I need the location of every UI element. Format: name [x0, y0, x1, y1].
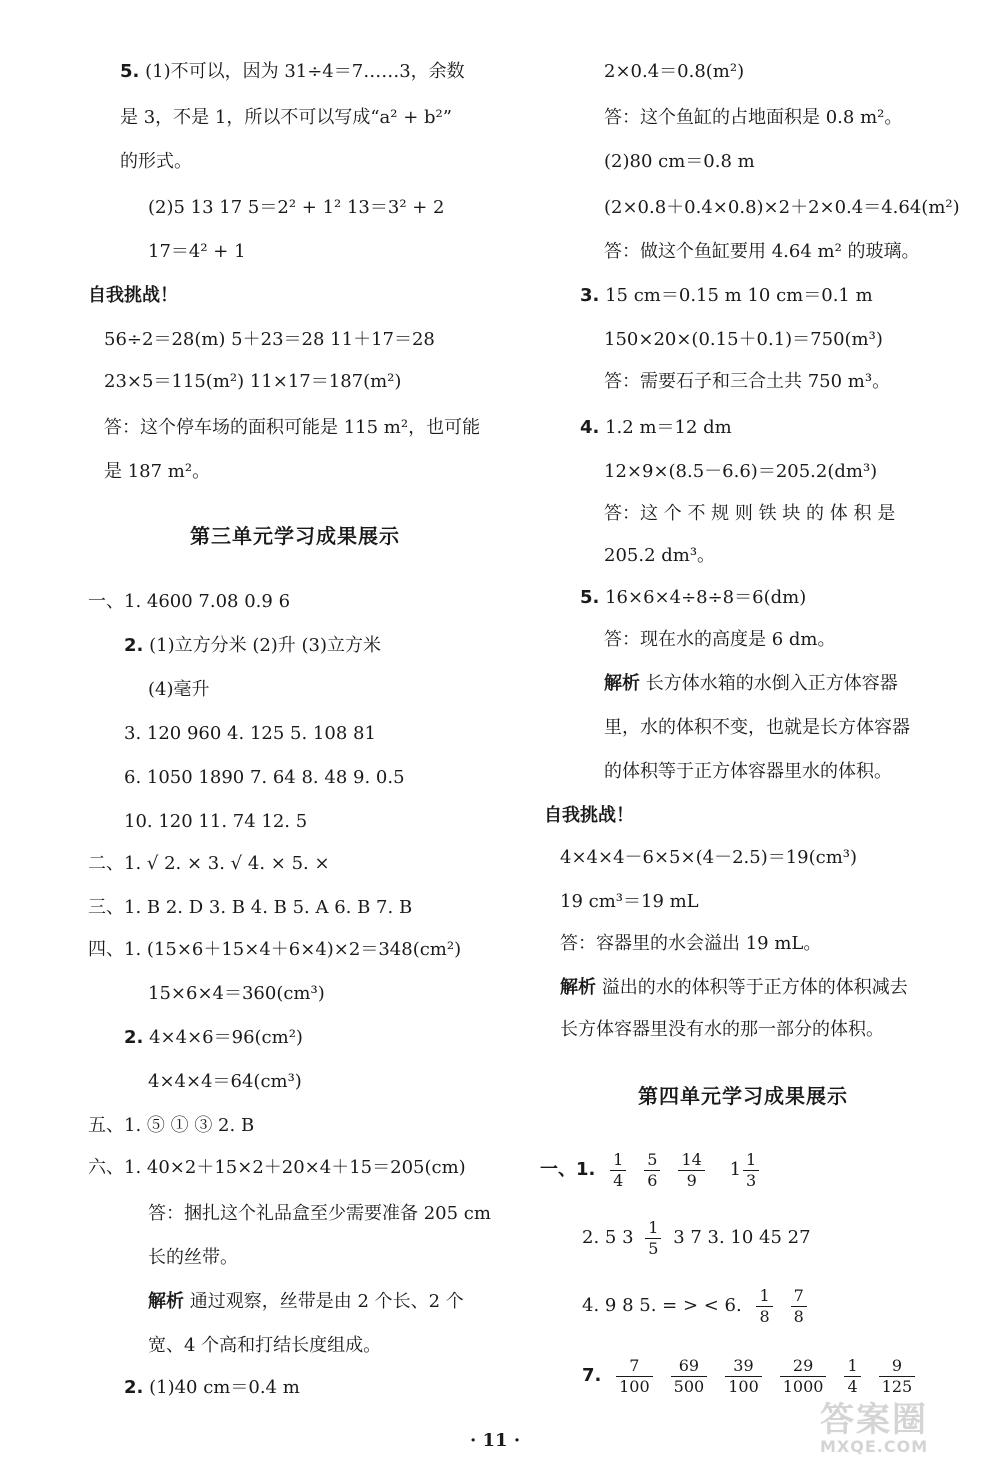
right-line [604, 105, 902, 131]
fraction: $\frac{69}{500}$ [671, 1356, 708, 1397]
fraction-row-1 [540, 1146, 765, 1194]
watermark-url: MXQE.COM [820, 1437, 929, 1456]
left-line [124, 765, 405, 791]
line-text: 4×4×6＝96(cm²) [143, 1027, 303, 1048]
analysis-label: 解析 [604, 673, 640, 694]
line-text: 四、1. (15×6＋15×4＋6×4)×2＝348(cm²) [88, 939, 462, 960]
row-pre: 2. 5 3 [582, 1227, 634, 1248]
left-line [148, 1245, 238, 1271]
question-number: 2. [124, 635, 144, 656]
section-heading: 自我挑战！ [544, 805, 634, 826]
fraction: $\frac{7}{100}$ [616, 1356, 653, 1397]
line-text: (1)40 cm＝0.4 m [143, 1377, 300, 1398]
line-text: 17＝4² + 1 [148, 241, 246, 262]
line-text: 二、1. √ 2. × 3. √ 4. × 5. × [88, 853, 330, 874]
line-text: 答：需要石子和三合土共 750 m³。 [604, 371, 891, 392]
unit-title: 第四单元学习成果展示 [638, 1084, 848, 1108]
line-text: 答：做这个鱼缸要用 4.64 m² 的玻璃。 [604, 241, 920, 262]
row-lead: 一、1. [540, 1159, 596, 1180]
right-line [604, 327, 883, 353]
right-line [604, 59, 744, 85]
left-line [104, 459, 210, 485]
right-line [604, 459, 877, 485]
right-line [604, 627, 836, 653]
line-text: 通过观察，丝带是由 2 个长、2 个 [184, 1291, 464, 1312]
line-text: (2)5 13 17 5＝2² + 1² 13＝3² + 2 [148, 197, 445, 218]
line-text: 的形式。 [120, 151, 192, 172]
right-line [604, 501, 895, 527]
mixed-whole: 1 [729, 1159, 742, 1180]
line-text: 是 187 m²。 [104, 461, 211, 482]
left-line [148, 239, 246, 265]
fraction: $\frac{1}{5}$ [645, 1218, 661, 1259]
line-text: 19 cm³＝19 mL [560, 891, 699, 912]
line-text: (1)立方分米 (2)升 (3)立方米 [143, 635, 382, 656]
line-text: (4)毫升 [148, 679, 210, 700]
left-line [88, 283, 178, 309]
fraction-group [747, 1285, 815, 1326]
right-line [580, 585, 806, 611]
fraction: $\frac{5}{6}$ [644, 1150, 660, 1191]
left-line [88, 851, 330, 877]
line-text: 长方体容器里没有水的那一部分的体积。 [560, 1019, 884, 1040]
fraction: $\frac{29}{1000}$ [780, 1356, 827, 1397]
line-text: 答：这 个 不 规 则 铁 块 的 体 积 是 [604, 503, 896, 524]
line-text: 4×4×4－6×5×(4－2.5)＝19(cm³) [560, 847, 858, 868]
left-line [104, 327, 435, 353]
line-text: 三、1. B 2. D 3. B 4. B 5. A 6. B 7. B [88, 897, 413, 918]
right-line [604, 149, 755, 175]
left-line [124, 1025, 303, 1051]
left-line [88, 1113, 254, 1139]
line-text: 一、1. 4600 7.08 0.9 6 [88, 591, 291, 612]
line-text: 12×9×(8.5－6.6)＝205.2(dm³) [604, 461, 878, 482]
left-line [120, 59, 465, 85]
left-line [124, 809, 307, 835]
row-pre: 7. [582, 1365, 602, 1386]
line-text: 溢出的水的体积等于正方体的体积减去 [596, 977, 908, 998]
fraction: $\frac{1}{4}$ [844, 1356, 860, 1397]
line-text: 长的丝带。 [148, 1247, 238, 1268]
line-text: 15 cm＝0.15 m 10 cm＝0.1 m [599, 285, 873, 306]
line-text: 150×20×(0.15＋0.1)＝750(m³) [604, 329, 883, 350]
line-text: 是 3，不是 1，所以不可以写成“a² + b²” [120, 107, 452, 128]
right-line [604, 671, 898, 697]
line-text: (2×0.8＋0.4×0.8)×2＋2×0.4＝4.64(m²) [604, 197, 960, 218]
line-text: 长方体水箱的水倒入正方体容器 [640, 673, 898, 694]
right-line [560, 931, 821, 957]
line-text: 六、1. 40×2＋15×2＋20×4＋15＝205(cm) [88, 1157, 466, 1178]
line-text: 宽、4 个高和打结长度组成。 [148, 1335, 382, 1356]
fraction: $\frac{9}{125}$ [879, 1356, 916, 1397]
section-heading: 自我挑战！ [88, 285, 178, 306]
left-line [104, 369, 401, 395]
left-line [148, 981, 325, 1007]
line-text: 的体积等于正方体容器里水的体积。 [604, 761, 892, 782]
right-line [604, 239, 920, 265]
unit-title: 第三单元学习成果展示 [190, 524, 400, 548]
left-line [88, 895, 412, 921]
line-text: 56÷2＝28(m) 5＋23＝28 11＋17＝28 [104, 329, 435, 350]
left-line [148, 195, 445, 221]
line-text: 16×6×4÷8÷8＝6(dm) [599, 587, 807, 608]
left-line [124, 1375, 300, 1401]
watermark-logo [820, 1392, 928, 1456]
watermark-text: 答案圈 [820, 1400, 928, 1440]
right-line [560, 1017, 884, 1043]
left-line [148, 677, 210, 703]
line-text: 2×0.4＝0.8(m²) [604, 61, 745, 82]
question-number: 3. [580, 285, 600, 306]
left-line [88, 1155, 466, 1181]
line-text: 答：容器里的水会溢出 19 mL。 [560, 933, 822, 954]
fraction: $\frac{7}{8}$ [791, 1286, 807, 1327]
left-line [148, 1333, 381, 1359]
right-line [580, 283, 873, 309]
line-text: 10. 120 11. 74 12. 5 [124, 811, 308, 832]
fraction: $\frac{1}{8}$ [756, 1286, 772, 1327]
analysis-label: 解析 [560, 977, 596, 998]
left-line [120, 149, 192, 175]
line-text: 答：现在水的高度是 6 dm。 [604, 629, 836, 650]
line-text: 答：这个停车场的面积可能是 115 m²，也可能 [104, 417, 481, 438]
fraction: $\frac{39}{100}$ [725, 1356, 762, 1397]
left-line [148, 1201, 491, 1227]
row-pre: 4. 9 8 5. = > < 6. [582, 1295, 742, 1316]
left-line [124, 633, 381, 659]
right-line [604, 369, 890, 395]
right-line [604, 195, 960, 221]
page-number: · 11 · [470, 1430, 521, 1451]
question-number: 5. [580, 587, 600, 608]
right-line [560, 975, 908, 1001]
right-line [604, 715, 910, 741]
right-line [544, 803, 634, 829]
line-text: 3. 120 960 4. 125 5. 108 81 [124, 723, 376, 744]
line-text: 15×6×4＝360(cm³) [148, 983, 325, 1004]
line-text: 里，水的体积不变，也就是长方体容器 [604, 717, 910, 738]
left-line [124, 721, 376, 747]
right-line [580, 415, 732, 441]
row-post: 3 7 3. 10 45 27 [673, 1227, 811, 1248]
fraction-group [607, 1355, 924, 1396]
left-line [148, 1069, 302, 1095]
line-text: 五、1. ⑤ ① ③ 2. B [88, 1115, 255, 1136]
right-line [560, 845, 857, 871]
left-line [104, 415, 480, 441]
fraction-row-2 [582, 1214, 811, 1262]
line-text: 答：这个鱼缸的占地面积是 0.8 m²。 [604, 107, 903, 128]
left-line [88, 589, 290, 615]
question-number: 5. [120, 61, 140, 82]
left-line [88, 937, 461, 963]
left-line [148, 1289, 464, 1315]
fraction-group [601, 1149, 714, 1190]
fraction-row-3 [582, 1282, 816, 1330]
question-number: 2. [124, 1027, 144, 1048]
line-text: 1.2 m＝12 dm [599, 417, 732, 438]
line-text: 6. 1050 1890 7. 64 8. 48 9. 0.5 [124, 767, 405, 788]
fraction: $\frac{1}{4}$ [610, 1150, 626, 1191]
line-text: 4×4×4＝64(cm³) [148, 1071, 302, 1092]
line-text: (2)80 cm＝0.8 m [604, 151, 755, 172]
line-text: (1)不可以，因为 31÷4＝7……3，余数 [139, 61, 465, 82]
question-number: 4. [580, 417, 600, 438]
right-line [560, 889, 699, 915]
left-line [120, 105, 452, 131]
fraction: $\frac{14}{9}$ [678, 1150, 704, 1191]
question-number: 2. [124, 1377, 144, 1398]
mixed-fraction: $\frac{1}{3}$ [743, 1150, 759, 1191]
analysis-label: 解析 [148, 1291, 184, 1312]
line-text: 23×5＝115(m²) 11×17＝187(m²) [104, 371, 402, 392]
line-text: 答：捆扎这个礼品盒至少需要准备 205 cm [148, 1203, 491, 1224]
line-text: 205.2 dm³。 [604, 545, 716, 566]
right-line [604, 759, 892, 785]
right-line [604, 543, 715, 569]
